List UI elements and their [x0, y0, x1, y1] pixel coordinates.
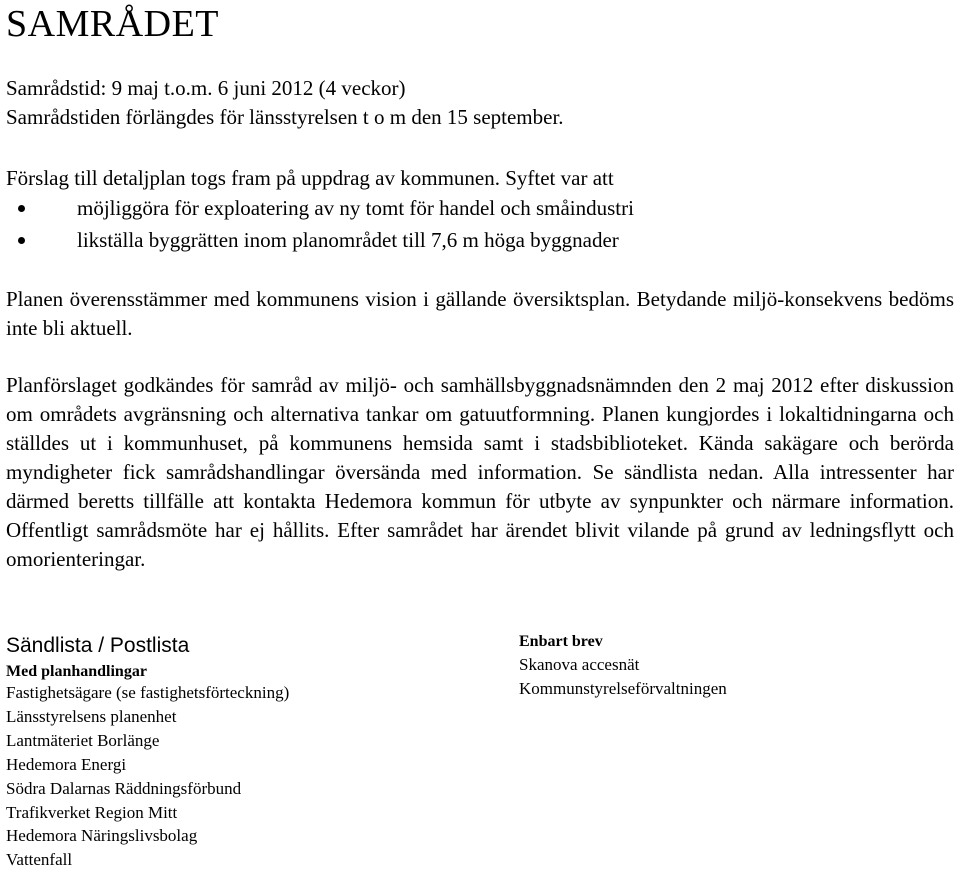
- list-item: Hedemora Energi: [6, 754, 127, 774]
- bullet-text: möjliggöra för exploatering av ny tomt för handel och småindustri: [77, 196, 634, 220]
- consultation-period: Samrådstid: 9 maj t.o.m. 6 juni 2012 (4 veckor): [6, 76, 406, 100]
- bullet-text: likställa byggrätten inom planområdet till 7,6 m höga byggnader: [77, 228, 619, 252]
- letter-only-heading: Enbart brev: [519, 633, 603, 650]
- with-plans-heading: Med planhandlingar: [6, 663, 147, 680]
- bullet-icon: [18, 237, 25, 244]
- bullet-icon: [18, 205, 25, 212]
- list-item: Södra Dalarnas Räddningsförbund: [6, 778, 242, 798]
- plan-statement: Planen överensstämmer med kommunens vision i gällande översiktsplan. Betydande miljö-konsekvens bedöms inte bli aktuell.: [6, 287, 954, 340]
- list-item: Kommunstyrelseförvaltningen: [519, 679, 727, 698]
- list-item: Hedemora Näringslivsbolag: [6, 826, 198, 846]
- purpose-intro: Förslag till detaljplan togs fram på uppdrag av kommunen. Syftet var att: [6, 166, 614, 190]
- with-plans-list: [6, 681, 289, 872]
- list-item: Skanova accesnät: [519, 655, 640, 674]
- consultation-extension: Samrådstiden förlängdes för länsstyrelsen t o m den 15 september.: [6, 105, 564, 129]
- mailing-list-heading: Sändlista / Postlista: [6, 634, 190, 657]
- letter-only-list: [519, 653, 727, 701]
- list-item: Vattenfall: [6, 850, 73, 870]
- list-item: Länsstyrelsens planenhet: [6, 706, 177, 726]
- list-item: Trafikverket Region Mitt: [6, 802, 178, 822]
- page-title: SAMRÅDET: [6, 3, 220, 45]
- list-item: Lantmäteriet Borlänge: [6, 730, 160, 750]
- approval-paragraph: Planförslaget godkändes för samråd av miljö- och samhällsbyggnadsnämnden den 2 maj 2012 efter diskussion om områdets avgränsning och alternativa tankar om gatuutformning. Planen kungjordes i lokaltidningarna och ställdes ut i kommunhuset, på kommunens hemsida samt i stadsbiblioteket. Kända sakägare och berörda myndigheter fick samrådshandlingar översända med information. Se sändlista nedan. Alla intressenter har därmed beretts tillfälle att kontakta Hedemora kommun för utbyte av synpunkter och närmare information. Offentligt samrådsmöte har ej hållits. Efter samrådet har ärendet blivit vilande på grund av ledningsflytt och omorienteringar.: [6, 373, 954, 571]
- list-item: Fastighetsägare (se fastighetsförteckning): [6, 683, 290, 702]
